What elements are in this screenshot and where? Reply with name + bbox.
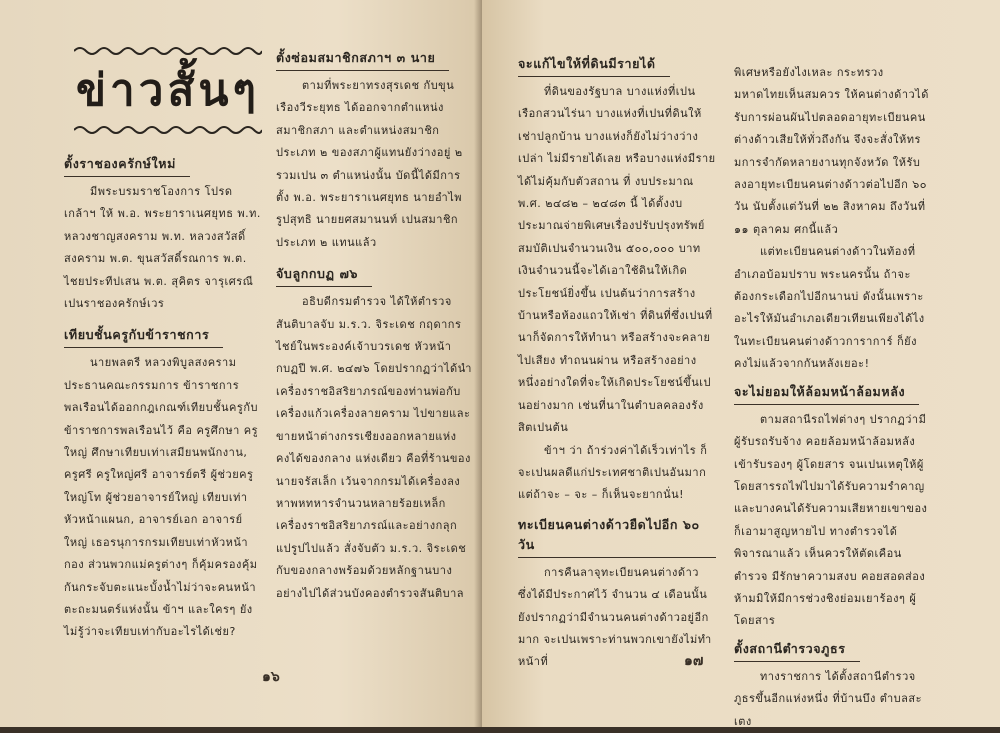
article-paragraph: การคืนลาจุทะเบียนคนต่างด้าว ซึ่งได้มีประกาศไว้ จำนวน ๔ เดือนนั้น ยังปรากฏว่ามีจำนวนคนต่างด้าวอยู่อีกมาก จะเปนเพราะท่านพวกเขายังไม่ทำหน้าที่ [518, 565, 712, 669]
article-paragraph: พิเศษหรือยังไงเหละ กระทรวงมหาดไทยเห็นสมควร ให้คนต่างด้าวได้รับการผ่อนผันไปตลอดอายุทะเบียนคนต่างด้าวเสียให้ทั่วถึงกัน จึงจะสั่งให้ทรมการจำกัดหลายงานทุกจังหวัด ให้รับลงอายุทะเบียนคนต่างด้าวต่อไปอีก ๖๐ วัน นับตั้งแต่วันที่ ๒๒ สิงหาคม ถึงวันที่ ๑๑ ตุลาคม ศกนี้แล้ว [734, 66, 929, 236]
left-column-2 [276, 44, 472, 605]
page-number: ๑๖ [262, 669, 280, 685]
article-paragraph: มีพระบรมราชโองการ โปรดเกล้าฯ ให้ พ.อ. พระยาราเนศยุทธ พ.ท. หลวงชาญสงคราม พ.ท. หลวงสวัสดิ์สงคราม พ.ต. ขุนสวัสดิ์รณการ พ.ต. ไชยประทีปเสน พ.ต. สุคิตร จารุเศรณี เปนราชองครักษ์เวร [64, 185, 261, 311]
section-heading: ตั้งสถานีตำรวจภูธร [734, 639, 860, 662]
section-heading: จับลูกกบฏ ๗๖ [276, 264, 372, 287]
article-paragraph: ข้าฯ ว่า ถ้าร่วงค่าได้เร็วเท่าไร ก็จะเปนผลดีแก่ประเทศชาติเปนอันมาก แต่ถ้าจะ – จะ – ก็เห็นจะยากนั่น! [518, 443, 708, 502]
section-heading: ตั้งราชองครักษ์ใหม่ [64, 154, 190, 177]
article-paragraph: ทางราชการ ได้ตั้งสถานีตำรวจภูธรขึ้นอีกแห่งหนึ่ง ที่บ้านบึง ตำบลสะเตง [734, 669, 922, 728]
section-heading: ตั้งซ่อมสมาชิกสภาฯ ๓ นาย [276, 48, 449, 71]
decorative-wave-top [74, 45, 262, 57]
section-heading: จะไม่ยอมให้ล้อมหน้าล้อมหลัง [734, 382, 919, 405]
decorative-wave-bottom [74, 124, 262, 136]
left-page [0, 0, 482, 727]
masthead [74, 42, 262, 140]
article-paragraph: นายพลตรี หลวงพิบูลสงคราม ประธานคณะกรรมการ ข้าราชการพลเรือนได้ออกกฎเกณฑ์เทียบชั้นครูกับข้าราชการพลเรือนไว้ คือ ครูศึกษา ครูใหญ่ ศึกษาเทียบเท่าเสมียนพนักงาน, ครูศรี ครูใหญ่ศรี อาจารย์ตรี ผู้ช่วยครูใหญ่โท ผู้ช่วยอาจารย์ใหญ่ เทียบเท่าหัวหน้าแผนก, อาจารย์เอก อาจารย์ใหญ่ เธอรนุการกรมเทียบเท่าหัวหน้ากอง ส่วนพวกแม่ครูต่างๆ ก็คุ้มครองคุ้มกันกระจับตะแนะบั้งน้ำไม่ว่าจะคนหน้าตะถะมนตร์แห่งนั้น ข้าฯ และใครๆ ยังไม่รู้ว่าจะเทียบเท่ากับอะไรได้เช่ย? [64, 356, 259, 639]
article-paragraph: อธิบดีกรมตำรวจ ได้ให้ตำรวจสันติบาลจับ ม.ร.ว. จิระเดช กฤดากร ไชย์ในพระองค์เจ้าบวรเดช หัวหน้ากบฏปี พ.ศ. ๒๔๗๖ โดยปรากฏว่าได้นำเครื่องราชอิสริยาภรณ์ของท่านพ่อกับเครื่องแก้วเครื่องลายคราม ไปขายและขายหน้าต่างกรรเชียงออกหลายแห่ง คงได้ของกลาง แห่งเดียว คือที่ร้านของนายจรัสเล็ก เว้นจากกรมได้เครื่องลงหาพหทหารจำนวนหลายร้อยเหล็กเครื่องราชอิสริยาภรณ์และอย่างกลุกแปรูปไปแล้ว สั่งจับตัว ม.ร.ว. จิระเดชกับของกลางพร้อมด้วยหลักฐานบางอย่างไปได้ส่วนบังคองตำรวจสันติบาล [276, 295, 472, 600]
left-column-1 [64, 150, 264, 644]
right-column-2 [734, 62, 930, 733]
article-paragraph: ที่ดินของรัฐบาล บางแห่งที่เปนเรือกสวนไร่นา บางแห่งที่เปนที่ดินให้เช่าปลูกบ้าน บางแห่งก็ยังไม่ว่างว่างเปล่า ไม่มีรายได้เลย หรือบางแห่งมีรายได้ไม่คุ้มกับตัวสถาน ที่ งบประมาณ พ.ศ. ๒๔๘๒ – ๒๔๘๓ นี้ ได้ตั้งงบประมาณจ่ายพิเศษเรื่องปรับปรุงทรัพย์สมบัติเปนจำนวนเงิน ๕๐๐,๐๐๐ บาท เงินจำนวนนี้จะได้เอาใช้ดินให้เกิดประโยชน์ยิ่งขึ้น เปนต้นว่าการสร้างบ้านหรือห้องแถวให้เช่า ที่ดินที่ซึ่งเปนที่นาก็จัดการให้ทำนา หรือสร้างจะคลายไปเสียง ทำถนนผ่าน หรือสร้างอย่างหนึ่งอย่างใดที่จะให้เกิดประโยชน์ขึ้นเปนอย่างมาก เช่นที่นาในตำบลคลองรังสิตเปนต้น [518, 85, 716, 435]
page-number: ๑๗ [684, 653, 704, 669]
article-paragraph: ตามที่พระยาทรงสุรเดช กับขุนเรืองวีระยุทธ ได้ออกจากตำแหน่งสมาชิกสภา และตำแหน่งสมาชิกประเภท ๒ ของสภาผู้แทนยังว่างอยู่ ๒ รวมเปน ๓ ตำแหน่งนั้น บัดนี้ได้มีการตั้ง พ.อ. พระยาราเนศยุทธ นายอำไพ รูปสุทธิ นายยศสมานนท์ เปนสมาชิกประเภท ๒ แทนแล้ว [276, 79, 463, 249]
right-column-1 [518, 50, 716, 674]
article-paragraph: ตามสถานีรถไฟต่างๆ ปรากฏว่ามีผู้รับรถรับจ้าง คอยล้อมหน้าล้อมหลัง เข้ารับรองๆ ผู้โดยสาร จนเปนเหตุให้ผู้โดยสารรถไฟไปมาได้รับความรำคาญ และบางคนได้รับความเสียหายเขาของก็เอามาสูญหายไป ทางตำรวจได้พิจารณาแล้ว เห็นควรให้ตัดเคือน ตำรวจ มีรักษาความสงบ คอยสอดส่อง ห้ามมิให้มีการช่วงชิงย่อมเยาร้องๆ ผู้โดยสาร [734, 412, 928, 628]
right-page [482, 0, 1000, 727]
article-paragraph: แต่ทะเบียนคนต่างด้าวในท้องที่อำเภอบ้อมปราบ พระนครนั้น ถ้าจะต้องกระเดือกไปอีกนานบ่ ดังนั้นเพราะอะไรให้มันอำเภอเดียวเทียนเพียงได้ไง ในทะเบียนคนต่างด้าวการาการ์ ก็ยังคงไม่แล้วจากกันหลังเยอะ! [734, 245, 925, 371]
masthead-title: ข่าวสั้นๆ [75, 65, 261, 116]
section-heading: ทะเบียนคนต่างด้าวยืดไปอีก ๖๐ วัน [518, 515, 716, 558]
section-heading: เทียบชั้นครูกับข้าราชการ [64, 325, 223, 348]
section-heading: จะแก้ไขให้ที่ดินมีรายได้ [518, 54, 670, 77]
